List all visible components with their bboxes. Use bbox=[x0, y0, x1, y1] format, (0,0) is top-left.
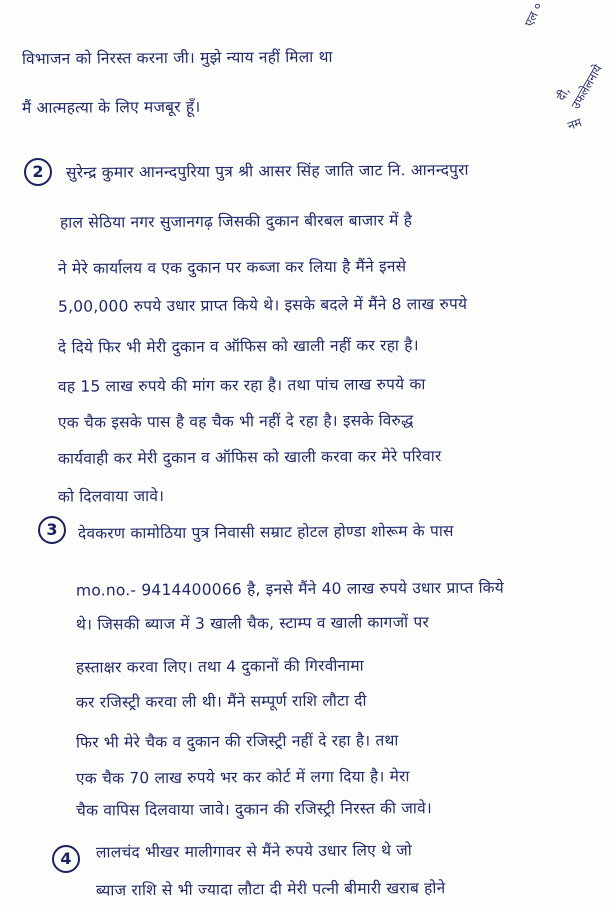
margin-note-3: नम bbox=[565, 115, 584, 134]
section-3-line-1: देवकरण कामोठिया पुत्र निवासी सम्राट होटल होण्डा शोरूम के पास bbox=[77, 521, 454, 543]
margin-note-1: एल ० bbox=[521, 0, 545, 29]
section-3-line-3: थे। जिसकी ब्याज में 3 खाली चैक, स्टाम्प व खाली कागजों पर bbox=[75, 613, 430, 634]
section-2-line-9: को दिलवाया जावे। bbox=[57, 487, 165, 506]
section-number-3: 3 bbox=[38, 516, 66, 544]
section-2-line-2: हाल सेठिया नगर सुजानगढ़ जिसकी दुकान बीरबल बाजार में है bbox=[59, 211, 413, 232]
section-2-line-8: कार्यवाही कर मेरी दुकान व ऑफिस को खाली करवा कर मेरे परिवार bbox=[57, 447, 442, 468]
section-3-line-8: चैक वापिस दिलवाया जावे। दुकान की रजिस्ट्री निरस्त की जावे। bbox=[75, 799, 433, 820]
intro-line-1: विभाजन को निरस्त करना जी। मुझे न्याय नहीं मिला था bbox=[21, 47, 333, 68]
section-2-line-6: वह 15 लाख रुपये की मांग कर रहा है। तथा पांच लाख रुपये का bbox=[57, 375, 426, 396]
section-number-4: 4 bbox=[52, 845, 80, 873]
section-2-line-7: एक चैक इसके पास है वह चैक भी नहीं दे रहा है। इसके विरुद्ध bbox=[57, 411, 414, 432]
margin-note-2: दी, उफलेलनाये bbox=[553, 62, 606, 112]
section-2-line-4: 5,00,000 रुपये उधार प्राप्त किये थे। इसके बदले में मैंने 8 लाख रुपये bbox=[57, 294, 468, 316]
section-2-line-3: ने मेरे कार्यालय व एक दुकान पर कब्जा कर लिया है मैंने इनसे bbox=[57, 257, 407, 278]
intro-line-2: मैं आत्महत्या के लिए मजबूर हूँ। bbox=[21, 97, 201, 117]
section-4-line-1: लालचंद भीखर मालीगावर से मैंने रुपये उधार लिए थे जो bbox=[95, 841, 413, 862]
section-4-line-2: ब्याज राशि से भी ज्यादा लौटा दी मेरी पत्नी बीमारी खराब होने bbox=[95, 879, 446, 900]
section-2-line-5: दे दिये फिर भी मेरी दुकान व ऑफिस को खाली नहीं कर रहा है। bbox=[57, 336, 419, 357]
section-3-line-6: फिर भी मेरे चैक व दुकान की रजिस्ट्री नहीं दे रहा है। तथा bbox=[75, 731, 399, 752]
section-3-line-2: mo.no.- 9414400066 है, इनसे मैंने 40 लाख रुपये उधार प्राप्त किये bbox=[75, 578, 504, 600]
section-3-line-5: कर रजिस्ट्री करवा ली थी। मैंने सम्पूर्ण राशि लौटा दी bbox=[75, 691, 367, 712]
section-3-line-4: हस्ताक्षर करवा लिए। तथा 4 दुकानों की गिरवीनामा bbox=[75, 656, 364, 677]
section-number-2: 2 bbox=[24, 158, 52, 186]
section-3-line-7: एक चैक 70 लाख रुपये भर कर कोर्ट में लगा दिया है। मेरा bbox=[75, 767, 410, 788]
section-2-line-1: सुरेन्द्र कुमार आनन्दपुरिया पुत्र श्री आसर सिंह जाति जाट नि. आनन्दपुरा bbox=[65, 160, 469, 182]
